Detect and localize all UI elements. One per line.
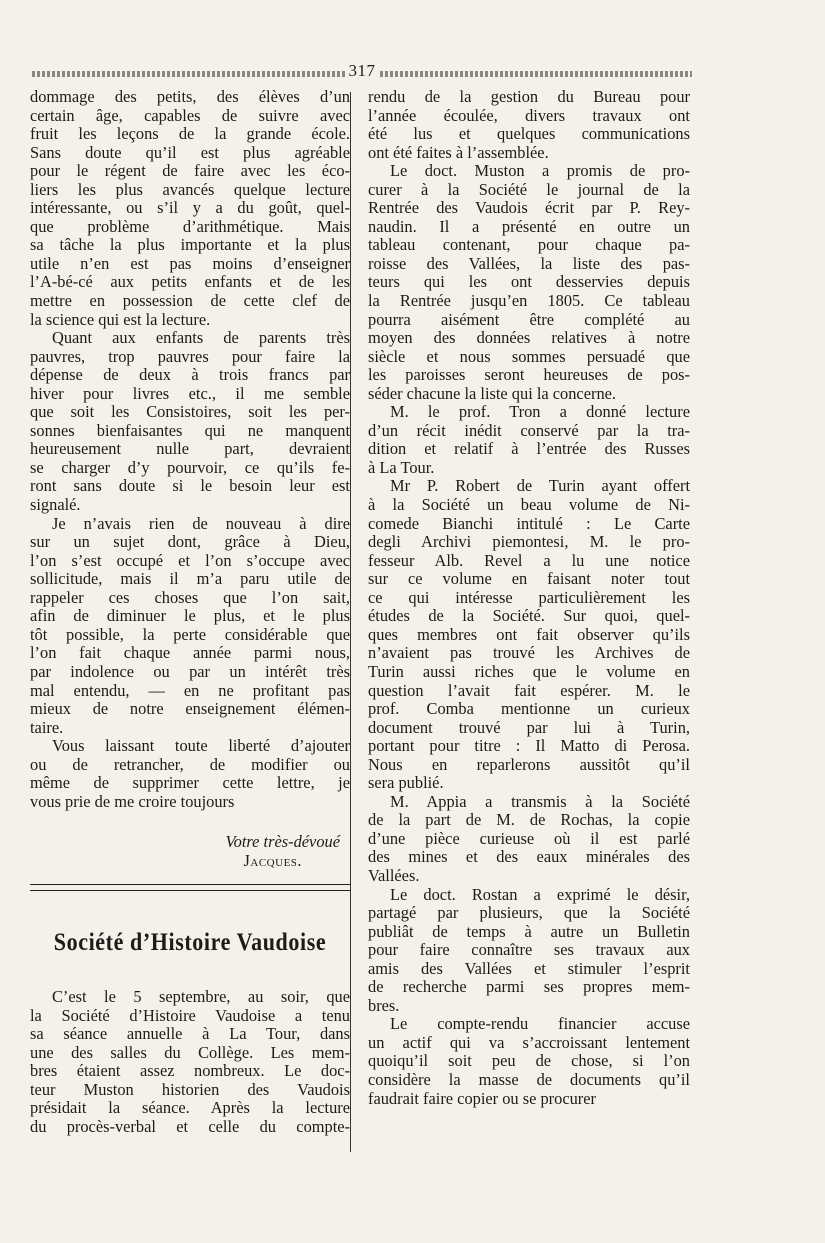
section-divider (30, 884, 350, 891)
text-line: sollicitude, mais il m’a paru utile de (30, 569, 350, 589)
text-line: question l’avait fait espérer. M. le (368, 680, 690, 700)
text-line: portant pour titre : Il Matto di Perosa. (368, 736, 690, 756)
text-line: document trouvé par lui à Turin, (368, 717, 690, 737)
text-line: Sans doute qu’il est plus agréable (30, 142, 350, 162)
text-line: n’avaient pas trouvé les Archives de (368, 643, 690, 663)
text-line: même de supprimer cette lettre, je (30, 773, 350, 793)
text-line: amis des Vallées et stimuler l’esprit (368, 958, 690, 978)
text-line: mal entendu, — en ne profitant pas (30, 680, 350, 700)
text-line: liers les plus avancés quelque lecture (30, 179, 350, 199)
text-line: tôt possible, la perte considérable que (30, 624, 350, 644)
signature-closing: Votre très-dévoué (225, 832, 340, 852)
text-line: une des salles du Collège. Les mem- (30, 1042, 350, 1062)
text-line: d’une pièce curieuse où il est parlé (368, 828, 690, 848)
text-line: présidait la séance. Après la lecture (30, 1098, 350, 1118)
text-line: études de la Société. Sur quoi, quel- (368, 606, 690, 626)
left-column (30, 88, 350, 1136)
text-line: mieux de notre enseignement élémen- (30, 699, 350, 719)
text-line: de la part de M. de Rochas, la copie (368, 810, 690, 830)
text-line: siècle et nous sommes persuadé que (368, 346, 690, 366)
text-line: faudrait faire copier ou se procurer (368, 1088, 596, 1108)
text-line: pourra aisément être complété au (368, 309, 690, 329)
text-line: pauvres, trop pauvres pour faire la (30, 346, 350, 366)
text-line: ce qui intéresse particulièrement les (368, 587, 690, 607)
text-line: Vous laissant toute liberté d’ajouter (52, 736, 350, 756)
text-line: Quant aux enfants de parents très (52, 328, 350, 348)
text-line: ront sans doute si le besoin leur est (30, 476, 350, 496)
text-line: quoiqu’il soit peu de chose, si l’on (368, 1051, 690, 1071)
text-line: utile n’en est pas moins d’enseigner (30, 253, 350, 273)
text-line: vous prie de me croire toujours (30, 791, 235, 811)
right-column (368, 88, 690, 1108)
text-line: sonnes bienfaisantes qui ne manquent (30, 420, 350, 440)
text-line: degli Archivi piemontesi, M. le pro- (368, 532, 690, 552)
right-column-text (368, 88, 690, 1108)
text-line: curer à la Société le journal de la (368, 179, 690, 199)
text-line: moyen des données relatives à notre (368, 328, 690, 348)
text-line: Le doct. Muston a promis de pro- (390, 161, 690, 181)
text-line: dommage des petits, des élèves d’un (30, 87, 350, 106)
text-line: pour le régent de faire avec les éco- (30, 161, 350, 181)
text-line: afin de diminuer le plus, et le plus (30, 606, 350, 626)
text-line: dépense de deux à trois francs par (30, 365, 350, 385)
text-line: teurs qui les ont desservies depuis (368, 272, 690, 292)
text-line: que soit les Consistoires, soit les per- (30, 402, 350, 422)
text-line: sera publié. (368, 773, 444, 793)
text-line: Rentrée des Vaudois écrit par P. Rey- (368, 198, 690, 218)
text-line: Mr P. Robert de Turin ayant offert (390, 476, 690, 496)
text-line: un actif qui va s’accroissant lentement (368, 1032, 690, 1052)
section-text (30, 988, 350, 1136)
text-line: à la Société un beau volume de Ni- (368, 495, 690, 515)
text-line: Turin aussi riches que le volume en (368, 661, 690, 681)
signature-name: Jacques. (243, 850, 302, 870)
text-line: M. Appia a transmis à la Société (390, 791, 690, 811)
text-line: fesseur Alb. Revel a lu une notice (368, 550, 690, 570)
text-line: Je n’avais rien de nouveau à dire (52, 513, 350, 533)
text-line: la Société d’Histoire Vaudoise a tenu (30, 1005, 350, 1025)
text-line: à La Tour. (368, 457, 435, 477)
section-title: Société d’Histoire Vaudoise (53, 927, 327, 957)
text-line: l’on s’est occupé et l’on s’occupe avec (30, 550, 350, 570)
text-line: intéressante, ou s’il y a du goût, quel- (30, 198, 350, 218)
text-line: hiver pour livres etc., il me semble (30, 383, 350, 403)
text-line: certain âge, capables de suivre avec (30, 105, 350, 125)
column-divider (350, 92, 351, 1152)
text-line: rappeler ces choses que l’on sait, (30, 587, 350, 607)
left-column-text (30, 88, 350, 811)
text-line: considère la masse de documents qu’il (368, 1069, 690, 1089)
text-line: prof. Comba mentionne un curieux (368, 699, 690, 719)
text-line: publiât de temps à autre un Bulletin (368, 921, 690, 941)
text-line: mettre en possession de cette clef de (30, 291, 350, 311)
text-line: la science qui est la lecture. (30, 309, 211, 329)
text-line: comede Bianchi intitulé : Le Carte (368, 513, 690, 533)
text-line: l’on fait chaque année parmi nous, (30, 643, 350, 663)
text-line: été lus et quelques communications (368, 124, 690, 144)
text-line: Le doct. Rostan a exprimé le désir, (390, 884, 690, 904)
text-line: Nous en reparlerons aussitôt qu’il (368, 754, 690, 774)
text-line: des mines et des eaux minérales des (368, 847, 690, 867)
header-rule-right (380, 71, 693, 77)
text-line: d’un récit inédit conservé par la tra- (368, 420, 690, 440)
text-line: sa tâche la plus importante et la plus (30, 235, 350, 255)
text-line: taire. (30, 717, 64, 737)
text-line: se charger d’y pourvoir, ce qu’ils fe- (30, 457, 350, 477)
text-line: Le compte-rendu financier accuse (390, 1014, 690, 1034)
text-line: la Rentrée jusqu’en 1805. Ce tableau (368, 291, 690, 311)
text-line: sa séance annuelle à La Tour, dans (30, 1024, 350, 1044)
letter-signoff (30, 833, 350, 870)
text-line: de recherche parmi ses propres mem- (368, 977, 690, 997)
text-line: roisse des Vallées, la liste des pas- (368, 253, 690, 273)
text-line: sur un sujet dont, grâce à Dieu, (30, 532, 350, 552)
header-rule-left (32, 71, 345, 77)
text-line: signalé. (30, 495, 81, 515)
text-line: l’A-bé-cé aux petits enfants et de les (30, 272, 350, 292)
text-line: partagé par plusieurs, que la Société (368, 903, 690, 923)
text-line: ques membres ont fait observer qu’ils (368, 624, 690, 644)
page-header (32, 60, 692, 82)
text-line: dition et relatif à l’entrée des Russes (368, 439, 690, 459)
text-line: du procès-verbal et celle du compte- (30, 1116, 350, 1136)
text-line: ou de retrancher, de modifier ou (30, 754, 350, 774)
text-line: C’est le 5 septembre, au soir, que (52, 986, 350, 1006)
text-line: rendu de la gestion du Bureau pour (368, 87, 690, 106)
text-line: teur Muston historien des Vaudois (30, 1079, 350, 1099)
text-line: M. le prof. Tron a donné lecture (390, 402, 690, 422)
text-line: que problème d’arithmétique. Mais (30, 216, 350, 236)
text-line: heureusement nulle part, devraient (30, 439, 350, 459)
text-line: Vallées. (368, 865, 420, 885)
text-line: naudin. Il a présenté en outre un (368, 216, 690, 236)
text-line: sur ce volume en faisant noter tout (368, 569, 690, 589)
text-line: bres. (368, 995, 400, 1015)
text-line: séder chacune la liste qui la concerne. (368, 383, 617, 403)
text-line: bres étaient assez nombreux. Le doc- (30, 1061, 350, 1081)
text-line: tableau contenant, pour chaque pa- (368, 235, 690, 255)
text-line: les paroisses seront heureuses de pos- (368, 365, 690, 385)
text-line: par indolence ou par un intérêt très (30, 661, 350, 681)
page-number: 317 (348, 61, 376, 80)
text-line: l’année écoulée, divers travaux ont (368, 105, 690, 125)
text-line: fruit les leçons de la grande école. (30, 124, 350, 144)
text-line: pour faire connaître ses travaux aux (368, 940, 690, 960)
text-line: ont été faites à l’assemblée. (368, 142, 549, 162)
